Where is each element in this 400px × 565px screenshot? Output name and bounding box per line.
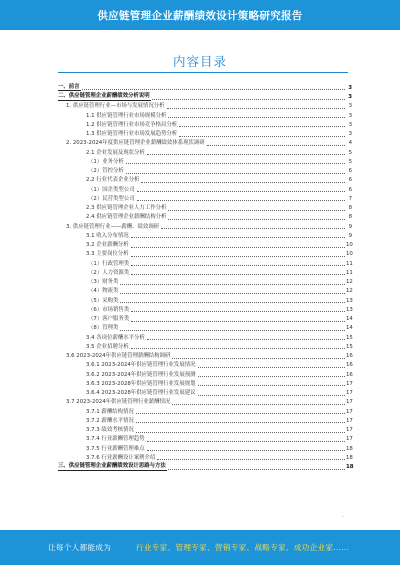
toc-leader-dots — [167, 108, 346, 109]
toc-entry-page: 16 — [346, 371, 353, 378]
toc-entry-title: 3.2 企业薪酬分析 — [86, 242, 129, 249]
toc-entry[interactable] — [58, 461, 352, 470]
toc-entry[interactable] — [58, 313, 352, 322]
toc-entry-title: （5）采购类 — [88, 297, 119, 304]
toc-entry[interactable] — [58, 369, 352, 378]
toc-entry[interactable] — [58, 221, 352, 230]
toc-leader-dots — [198, 395, 346, 396]
toc-entry-title: 一、前言 — [58, 83, 80, 90]
toc-entry-page: 3 — [348, 131, 352, 138]
toc-leader-dots — [120, 302, 345, 303]
toc-entry[interactable] — [58, 156, 352, 165]
toc-entry[interactable] — [58, 175, 352, 184]
toc-entry[interactable] — [58, 119, 352, 128]
toc-entry-title: 3.4 各岗位薪酬水平分析 — [86, 334, 145, 341]
toc-leader-dots — [179, 126, 345, 127]
toc-leader-dots — [131, 348, 345, 349]
toc-leader-dots — [131, 265, 345, 266]
toc-entry-title: 1.2 供应链管理行业市场竞争格局分析 — [86, 121, 178, 128]
toc-entry[interactable] — [58, 82, 352, 91]
toc-leader-dots — [137, 191, 345, 192]
toc-leader-dots — [137, 200, 345, 201]
page-marker: - — [342, 514, 344, 520]
toc-entry[interactable] — [58, 267, 352, 276]
toc-leader-dots — [147, 441, 345, 442]
toc-leader-dots — [198, 376, 346, 377]
toc-leader-dots — [157, 459, 345, 460]
toc-leader-dots — [179, 136, 345, 137]
toc-entry-title: 2.4 供应链管理企业薪酬结构分析 — [86, 214, 167, 221]
footer-bar — [0, 530, 400, 565]
toc-leader-dots — [168, 210, 345, 211]
toc-leader-dots — [131, 311, 345, 312]
toc-entry-title: 3.7.1 薪酬结构情况 — [86, 408, 134, 415]
toc-entry-page: 11 — [346, 260, 353, 267]
toc-entry[interactable] — [58, 101, 352, 110]
toc-entry-page: 18 — [346, 464, 354, 471]
toc-entry-title: （1）行政管理类 — [88, 260, 130, 267]
toc-entry-title: （2）人力资源类 — [88, 269, 130, 276]
toc-leader-dots — [198, 367, 346, 368]
toc-entry-title: （8）管理类 — [88, 325, 119, 332]
toc-entry[interactable] — [58, 304, 352, 313]
toc-entry-page: 6 — [348, 168, 352, 175]
toc-entry[interactable] — [58, 184, 352, 193]
toc-entry-title: 3.1 收入分布情况 — [86, 232, 129, 239]
toc-entry[interactable] — [58, 323, 352, 332]
toc-leader-dots — [136, 413, 345, 414]
toc-leader-dots — [172, 358, 345, 359]
toc-entry-page: 9 — [348, 232, 352, 239]
toc-entry[interactable] — [58, 110, 352, 119]
toc-entry[interactable] — [58, 332, 352, 341]
toc-entry[interactable] — [58, 397, 352, 406]
toc-entry-page: 15 — [346, 343, 353, 350]
toc-entry-page: 17 — [346, 427, 353, 434]
toc-entry-title: 3.7.2 薪酬水平情况 — [86, 417, 134, 424]
toc-entry-title: （1）业务分析 — [88, 158, 124, 165]
toc-entry[interactable] — [58, 350, 352, 359]
toc-entry-title: 3.7.3 绩效考核情况 — [86, 427, 134, 434]
toc-entry-title: 二、供应链管理企业薪酬绩效分析说明 — [58, 93, 150, 100]
toc-entry-page: 3 — [348, 94, 352, 101]
toc-entry[interactable] — [58, 258, 352, 267]
toc-entry-page: 17 — [346, 380, 353, 387]
toc-entry-title: 3.7.4 行业薪酬管理趋势 — [86, 436, 145, 443]
report-title: 供应链管理企业薪酬绩效设计策略研究报告 — [97, 10, 303, 22]
toc-entry-page: 3 — [348, 112, 352, 119]
toc-leader-dots — [126, 173, 345, 174]
toc-leader-dots — [131, 321, 345, 322]
toc-entry-page: 3 — [348, 121, 352, 128]
toc-entry-page: 18 — [346, 454, 353, 461]
toc-entry[interactable] — [58, 91, 352, 100]
toc-entry[interactable] — [58, 239, 352, 248]
toc-entry-title: 2.3 供应链管理企业人力工作分析 — [86, 205, 167, 212]
toc-entry-page: 6 — [348, 177, 352, 184]
toc-entry[interactable] — [58, 378, 352, 387]
toc-entry[interactable] — [58, 443, 352, 452]
toc-entry-page: 17 — [346, 399, 353, 406]
toc-entry[interactable] — [58, 202, 352, 211]
toc-leader-dots — [136, 432, 345, 433]
toc-entry-title: 1.3 供应链管理行业市场发展趋势分析 — [86, 131, 178, 138]
toc-entry-title: 3.5 企业招聘分析 — [86, 343, 129, 350]
toc-entry-page: 8 — [348, 205, 352, 212]
toc-entry-page: 9 — [348, 223, 352, 230]
toc-entry-page: 3 — [348, 103, 352, 110]
toc-entry-title: 三、供应链管理企业薪酬绩效设计思路与方法 — [58, 463, 166, 470]
header-bar — [0, 0, 400, 30]
toc-entry-page: 15 — [346, 334, 353, 341]
toc-entry-page: 11 — [346, 269, 353, 276]
toc-entry-title: （1）国企类型公司 — [88, 186, 135, 193]
toc-entry-page: 13 — [346, 297, 353, 304]
toc-leader-dots — [120, 330, 345, 331]
toc-entry-title: 2.2 行业代表企业分析 — [86, 177, 140, 184]
toc-entry[interactable] — [58, 249, 352, 258]
toc-entry-title: 3. 供应链管理行业——薪酬、绩效调研 — [66, 223, 160, 230]
toc-entry[interactable] — [58, 286, 352, 295]
toc-entry[interactable] — [58, 212, 352, 221]
toc-heading: 内容目录 — [172, 54, 227, 69]
toc-entry-title: （4）物流类 — [88, 288, 119, 295]
toc-entry-page: 10 — [346, 242, 353, 249]
toc-entry-title: 2. 2023-2024年度供应链管理企业薪酬绩效体系现状调研 — [66, 140, 205, 147]
toc-entry[interactable] — [58, 424, 352, 433]
toc-leader-dots — [141, 182, 345, 183]
toc-entry-page: 12 — [346, 288, 353, 295]
toc-leader-dots — [131, 256, 345, 257]
toc-entry[interactable] — [58, 165, 352, 174]
toc-entry[interactable] — [58, 434, 352, 443]
toc-entry-page: 16 — [346, 353, 353, 360]
toc-leader-dots — [147, 450, 345, 451]
toc-leader-dots — [120, 284, 345, 285]
toc-entry-page: 14 — [346, 325, 353, 332]
toc-entry-title: 3.6 2023-2024年供应链管理薪酬结构调研 — [66, 353, 171, 360]
toc-entry[interactable] — [58, 147, 352, 156]
toc-entry-page: 17 — [346, 436, 353, 443]
toc-entry-page: 17 — [346, 390, 353, 397]
toc-entry-title: 3.7 2023-2024年供应链管理行业薪酬情况 — [66, 399, 171, 406]
toc-leader-dots — [207, 145, 345, 146]
toc-entry-page: 17 — [346, 417, 353, 424]
toc-entry-page: 13 — [346, 306, 353, 313]
table-of-contents — [58, 82, 352, 471]
toc-entry-title: 3.7.5 行业薪酬管理难点 — [86, 445, 145, 452]
toc-entry-page: 8 — [348, 214, 352, 221]
toc-leader-dots — [131, 247, 345, 248]
toc-leader-dots — [147, 339, 345, 340]
toc-entry-page: 14 — [346, 316, 353, 323]
toc-leader-dots — [120, 293, 345, 294]
footer-slogan: 让每个人都能成为 — [48, 543, 112, 552]
toc-entry[interactable] — [58, 295, 352, 304]
toc-entry[interactable] — [58, 415, 352, 424]
toc-entry-title: 3.6.3 2023-2028年供应链管理行业发展规划 — [86, 380, 196, 387]
toc-divider — [58, 72, 348, 73]
toc-entry[interactable] — [58, 406, 352, 415]
toc-entry-page: 17 — [346, 408, 353, 415]
toc-leader-dots — [168, 469, 345, 470]
toc-leader-dots — [198, 385, 346, 386]
toc-leader-dots — [131, 274, 345, 275]
toc-leader-dots — [152, 99, 345, 100]
toc-leader-dots — [131, 237, 345, 238]
toc-entry[interactable] — [58, 230, 352, 239]
toc-entry[interactable] — [58, 387, 352, 396]
toc-entry[interactable] — [58, 193, 352, 202]
toc-entry[interactable] — [58, 138, 352, 147]
toc-leader-dots — [126, 163, 345, 164]
toc-leader-dots — [147, 154, 345, 155]
toc-leader-dots — [136, 422, 345, 423]
toc-entry-title: 3.3 主要岗位分析 — [86, 251, 129, 258]
toc-entry-title: （2）管控分析 — [88, 168, 124, 175]
toc-entry-title: 3.6.4 2023-2028年供应链管理行业发展建议 — [86, 390, 196, 397]
toc-entry-page: 10 — [346, 251, 353, 258]
toc-entry-page: 6 — [348, 186, 352, 193]
toc-entry-title: （7）客户服务类 — [88, 316, 130, 323]
toc-entry[interactable] — [58, 276, 352, 285]
toc-entry-title: 2.1 企业发展及现状分析 — [86, 149, 145, 156]
toc-leader-dots — [82, 89, 345, 90]
toc-entry-page: 5 — [348, 158, 352, 165]
toc-entry-title: 3.6.1 2023-2024年供应链管理行业发展情况 — [86, 362, 196, 369]
toc-entry-page: 18 — [346, 445, 353, 452]
toc-entry-title: （3）财务类 — [88, 279, 119, 286]
toc-entry-page: 7 — [348, 195, 352, 202]
toc-entry-page: 12 — [346, 279, 353, 286]
toc-leader-dots — [168, 117, 345, 118]
toc-entry-title: 1. 供应链管理行业—市场与发展情况分析 — [66, 103, 165, 110]
toc-leader-dots — [172, 404, 345, 405]
toc-entry-title: （2）民营类型公司 — [88, 195, 135, 202]
toc-entry-page: 5 — [348, 149, 352, 156]
toc-leader-dots — [168, 219, 345, 220]
toc-entry-page: 4 — [348, 140, 352, 147]
toc-entry-page: 3 — [348, 84, 352, 91]
toc-entry-page: 16 — [346, 362, 353, 369]
toc-entry-title: （6）市场销售类 — [88, 306, 130, 313]
toc-entry[interactable] — [58, 360, 352, 369]
toc-entry[interactable] — [58, 452, 352, 461]
toc-entry-title: 1.1 供应链管理行业市场规模分析 — [86, 112, 167, 119]
toc-leader-dots — [161, 228, 345, 229]
footer-expert-list: 行业专家、管理专家、营销专家、战略专家、成功企业家…… — [136, 543, 350, 552]
toc-entry[interactable] — [58, 341, 352, 350]
toc-entry[interactable] — [58, 128, 352, 137]
toc-entry-title: 3.7.6 行业薪酬设计案例介绍 — [86, 454, 156, 461]
toc-entry-title: 3.6.2 2023-2024年供应链管理行业发展预测 — [86, 371, 196, 378]
